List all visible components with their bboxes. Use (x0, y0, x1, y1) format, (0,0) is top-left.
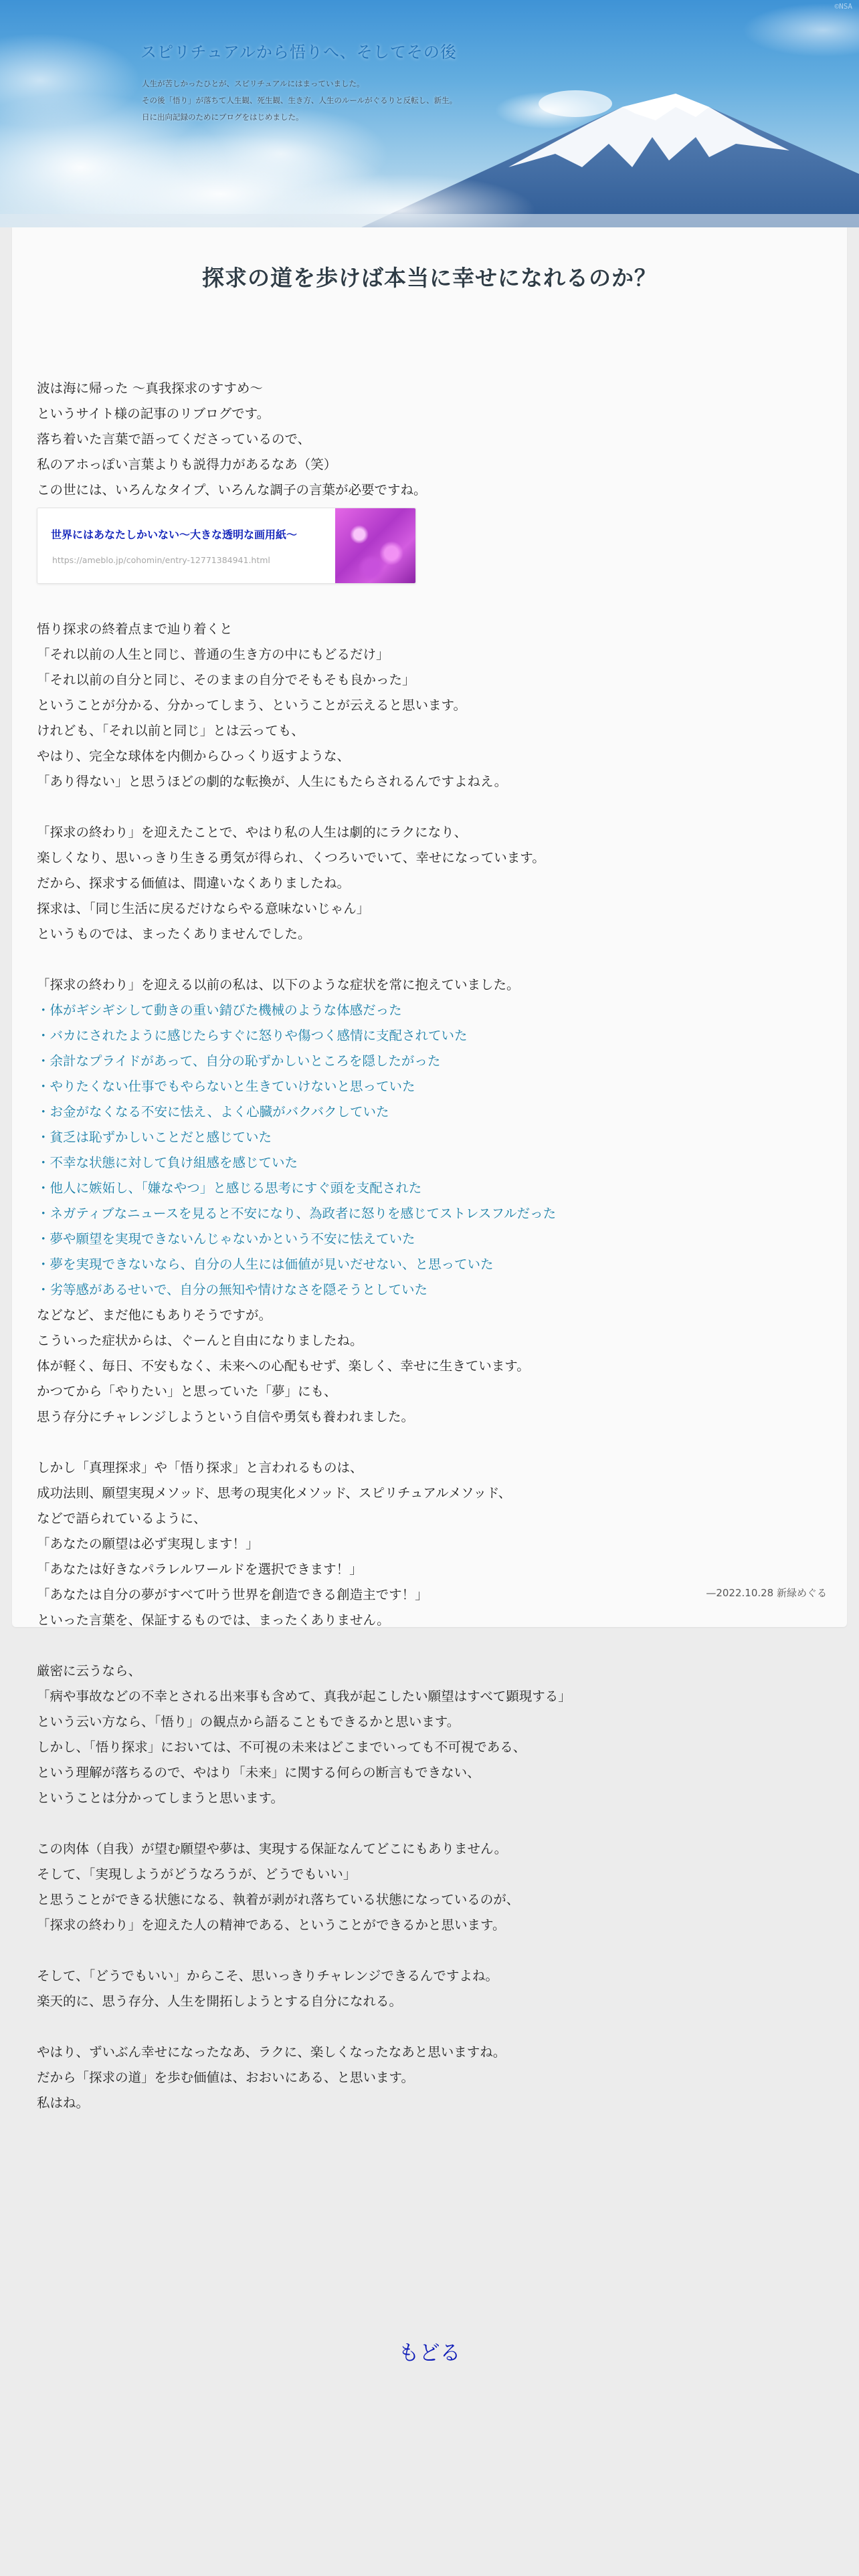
paragraph-line: だから、探求する価値は、間違いなくありましたね。 (37, 875, 351, 891)
paragraph-line: 「それ以前の人生と同じ、普通の生き方の中にもどるだけ」 (37, 647, 389, 662)
paragraph-line: 探求は、「同じ生活に戻るだけならやる意味ないじゃん」 (37, 901, 370, 916)
symptom-item: ・お金がなくなる不安に怯え、よく心臓がバクバクしていた (37, 1104, 389, 1119)
paragraph (37, 1836, 826, 1938)
paragraph-line: やはり、完全な球体を内側からひっくり返すような、 (37, 748, 351, 764)
paragraph-line: しかし、「悟り探求」においては、不可視の未来はどこまでいっても不可視である、 (37, 1739, 527, 1755)
link-card-url: https://ameblo.jp/cohomin/entry-12771384941.html (52, 555, 270, 565)
symptom-item: ・貧乏は恥ずかしいことだと感じていた (37, 1130, 272, 1145)
symptom-list (37, 998, 826, 1303)
symptom-item: ・体がギシギシして動きの重い錆びた機械のような体感だった (37, 1002, 402, 1018)
paragraph-line: というものでは、まったくありませんでした。 (37, 926, 311, 942)
reblog-link-card[interactable] (37, 508, 416, 584)
symptom-item: ・やりたくない仕事でもやらないと生きていけないと思っていた (37, 1079, 415, 1094)
paragraph-line: そして、「実現しようがどうなろうが、どうでもいい」 (37, 1866, 357, 1882)
symptom-item: ・劣等感があるせいで、自分の無知や情けなさを隠そうとしていた (37, 1282, 428, 1297)
intro-line: 私のアホっぽい言葉よりも説得力があるなあ（笑） (37, 457, 337, 472)
paragraph-line: 思う存分にチャレンジしようという自信や勇気も養われました。 (37, 1409, 414, 1424)
link-card-thumbnail (335, 508, 415, 583)
symptom-item: ・不幸な状態に対して負け組感を感じていた (37, 1155, 298, 1170)
symptom-item: ・余計なプライドがあって、自分の恥ずかしいところを隠したがった (37, 1053, 441, 1069)
site-description (142, 76, 457, 126)
paragraph (37, 1963, 826, 2014)
intro-line: 波は海に帰った 〜真我探求のすすめ〜 (37, 381, 263, 396)
paragraph-line: 「探求の終わり」を迎える以前の私は、以下のような症状を常に抱えていました。 (37, 977, 520, 992)
paragraph (37, 1455, 826, 1633)
paragraph (37, 820, 826, 947)
paragraph-line: やはり、ずいぶん幸せになったなあ、ラクに、楽しくなったなあと思いますね。 (37, 2044, 506, 2060)
symptom-item: ・ネガティブなニュースを見ると不安になり、為政者に怒りを感じてストレスフルだった (37, 1206, 557, 1221)
paragraph-line: けれども、「それ以前と同じ」とは云っても、 (37, 723, 304, 738)
paragraph (37, 1303, 826, 1430)
intro-line: この世には、いろんなタイプ、いろんな調子の言葉が必要ですね。 (37, 482, 427, 498)
symptom-item: ・夢を実現できないなら、自分の人生には価値が見いだせない、と思っていた (37, 1257, 494, 1272)
paragraph (37, 617, 826, 794)
paragraph-line: といった言葉を、保証するものでは、まったくありません。 (37, 1612, 390, 1628)
paragraph-line: 「あなたは自分の夢がすべて叶う世界を創造できる創造主です！」 (37, 1587, 428, 1602)
paragraph-line: そして、「どうでもいい」からこそ、思いっきりチャレンジできるんですよね。 (37, 1968, 498, 1983)
symptom-item: ・夢や願望を実現できないんじゃないかという不安に怯えていた (37, 1231, 415, 1247)
paragraph-line: だから「探求の道」を歩む価値は、おおいにある、と思います。 (37, 2070, 414, 2085)
paragraph-line: 体が軽く、毎日、不安もなく、未来への心配もせず、楽しく、幸せに生きています。 (37, 1358, 530, 1374)
paragraph-line: この肉体（自我）が望む願望や夢は、実現する保証なんてどこにもありません。 (37, 1841, 508, 1856)
paragraph-line: という云い方なら、「悟り」の観点から語ることもできるかと思います。 (37, 1714, 460, 1729)
paragraph-line: 「あなたの願望は必ず実現します！」 (37, 1536, 259, 1551)
symptom-item: ・他人に嫉妬し、「嫌なやつ」と感じる思考にすぐ頭を支配された (37, 1180, 422, 1196)
paragraph-line: 厳密に云うなら、 (37, 1663, 142, 1679)
post-date-signature: —2022.10.28 新緑めぐる (706, 1587, 827, 1599)
paragraph-line: 「それ以前の自分と同じ、そのままの自分でそもそも良かった」 (37, 672, 415, 687)
paragraph-line: かつてから「やりたい」と思っていた「夢」にも、 (37, 1384, 337, 1399)
paragraph-line: 「あり得ない」と思うほどの劇的な転換が、人生にもたらされるんですよねえ。 (37, 774, 508, 789)
article-body (37, 376, 826, 2116)
paragraph-line: 「あなたは好きなパラレルワールドを選択できます！」 (37, 1562, 363, 1577)
symptom-item: ・バカにされたように感じたらすぐに怒りや傷つく感情に支配されていた (37, 1028, 468, 1043)
paragraph-line: 「病や事故などの不幸とされる出来事も含めて、真我が起こしたい願望はすべて顕現する」 (37, 1689, 571, 1704)
paragraph (37, 1658, 826, 1811)
site-title[interactable]: スピリチュアルから悟りへ、そしてその後 (140, 43, 457, 62)
paragraph (37, 2040, 826, 2116)
paragraph-line: 楽しくなり、思いっきり生きる勇気が得られ、くつろいでいて、幸せになっています。 (37, 850, 545, 865)
paragraph-line: 「探求の終わり」を迎えた人の精神である、ということができるかと思います。 (37, 1917, 506, 1933)
paragraph-line: などで語られているように、 (37, 1511, 207, 1526)
intro-line: 落ち着いた言葉で語ってくださっているので、 (37, 431, 311, 447)
copyright-label: ©NSA (834, 2, 852, 11)
paragraph-line: ということは分かってしまうと思います。 (37, 1790, 284, 1806)
site-header (0, 0, 859, 227)
paragraph-line: こういった症状からは、ぐーんと自由になりましたね。 (37, 1333, 363, 1348)
back-link[interactable]: もどる (398, 2341, 461, 2365)
site-description-line: 日に出向記録のためにブログをはじめました。 (142, 112, 304, 122)
paragraph-line: 悟り探求の終着点まで辿り着くと (37, 621, 233, 637)
paragraph-line: 私はね。 (37, 2095, 90, 2111)
site-description-line: その後「悟り」が落ちて人生観、死生観、生き方、人生のルールがぐるりと反転し、新生。 (142, 96, 458, 105)
paragraph-line: と思うことができる状態になる、執着が剥がれ落ちている状態になっているのが、 (37, 1892, 520, 1907)
intro-line: というサイト様の記事のリブログです。 (37, 406, 270, 421)
paragraph-line: という理解が落ちるので、やはり「未来」に関する何らの断言もできない、 (37, 1765, 480, 1780)
link-card-title[interactable]: 世界にはあなたしかいない〜大きな透明な画用紙〜 (51, 528, 298, 541)
article-card (12, 227, 847, 2111)
paragraph-line: 成功法則、願望実現メソッド、思考の現実化メソッド、スピリチュアルメソッド、 (37, 1485, 512, 1501)
paragraph-line: 楽天的に、思う存分、人生を開拓しようとする自分になれる。 (37, 1994, 403, 2009)
article-title: 探求の道を歩けば本当に幸せになれるのか？ (202, 265, 657, 291)
paragraph-line: などなど、まだ他にもありそうですが。 (37, 1307, 272, 1323)
paragraph-line: ということが分かる、分かってしまう、ということが云えると思います。 (37, 697, 466, 713)
site-description-line: 人生が苦しかったひとが、スピリチュアルにはまっていました。 (142, 79, 365, 88)
paragraph-line: しかし「真理探求」や「悟り探求」と言われるものは、 (37, 1460, 363, 1475)
paragraph-line: 「探求の終わり」を迎えたことで、やはり私の人生は劇的にラクになり、 (37, 825, 468, 840)
